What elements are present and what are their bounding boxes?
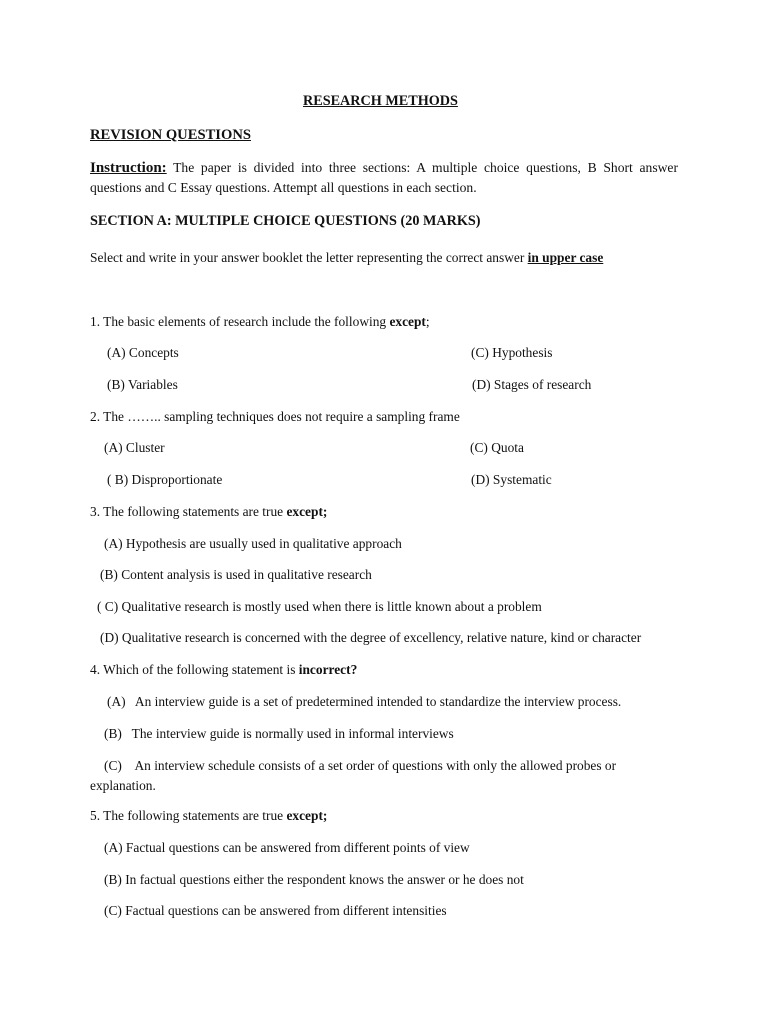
question-1-stem-emphasis: except bbox=[389, 314, 426, 329]
question-1-option-d: (D) Stages of research bbox=[472, 377, 592, 392]
section-a-direction bbox=[90, 249, 603, 266]
question-3-option-a: (A) Hypothesis are usually used in qualitative approach bbox=[104, 536, 402, 551]
question-3-stem bbox=[90, 503, 327, 520]
question-2-option-b: ( B) Disproportionate bbox=[107, 472, 223, 487]
question-5-option-c: (C) Factual questions can be answered from different intensities bbox=[104, 903, 447, 918]
question-1-option-b: (B) Variables bbox=[107, 377, 178, 392]
question-4-stem-emphasis: incorrect? bbox=[298, 662, 358, 677]
question-3-stem-emphasis: except; bbox=[286, 504, 328, 519]
question-1-stem-text: 1. The basic elements of research include the following bbox=[90, 314, 390, 329]
question-2-option-d: (D) Systematic bbox=[471, 472, 552, 487]
revision-heading: REVISION QUESTIONS bbox=[90, 127, 251, 143]
question-5-option-b: (B) In factual questions either the respondent knows the answer or he does not bbox=[104, 872, 524, 887]
instruction-label: Instruction: bbox=[90, 160, 167, 176]
question-5-stem bbox=[90, 807, 327, 824]
page-title: RESEARCH METHODS bbox=[303, 93, 458, 109]
question-3-option-b: (B) Content analysis is used in qualitative research bbox=[100, 567, 372, 582]
question-3-stem-text: 3. The following statements are true bbox=[90, 504, 287, 519]
question-1-stem-end: ; bbox=[425, 314, 430, 329]
direction-emphasis: in upper case bbox=[527, 250, 604, 265]
question-5-option-a: (A) Factual questions can be answered from different points of view bbox=[104, 840, 470, 855]
question-1-option-c: (C) Hypothesis bbox=[471, 345, 553, 360]
question-5-stem-text: 5. The following statements are true bbox=[90, 808, 287, 823]
question-1-option-a: (A) Concepts bbox=[107, 345, 179, 360]
question-2-stem: 2. The …….. sampling techniques does not require a sampling frame bbox=[90, 409, 460, 424]
question-4-option-c: (C) An interview schedule consists of a set order of questions with only the allowed probes or explanation. bbox=[90, 758, 620, 793]
question-4-stem-text: 4. Which of the following statement is bbox=[90, 662, 299, 677]
section-a-heading: SECTION A: MULTIPLE CHOICE QUESTIONS (20 MARKS) bbox=[90, 213, 481, 229]
question-2-option-a: (A) Cluster bbox=[104, 440, 165, 455]
question-4-stem bbox=[90, 661, 357, 678]
question-2-option-c: (C) Quota bbox=[470, 440, 524, 455]
question-3-option-c: ( C) Qualitative research is mostly used when there is little known about a problem bbox=[97, 599, 542, 614]
question-5-stem-emphasis: except; bbox=[286, 808, 328, 823]
question-1-stem bbox=[90, 313, 430, 330]
direction-text: Select and write in your answer booklet the letter representing the correct answer bbox=[90, 250, 528, 265]
question-3-option-d: (D) Qualitative research is concerned with the degree of excellency, relative nature, kind or character bbox=[100, 630, 642, 645]
question-4-option-b: (B) The interview guide is normally used in informal interviews bbox=[104, 726, 454, 741]
question-4-option-a: (A) An interview guide is a set of predetermined intended to standardize the interview process. bbox=[107, 694, 622, 709]
instruction-text: The paper is divided into three sections: A multiple choice questions, B Short answer questions and C Essay questions. Attempt all questions in each section. bbox=[90, 160, 678, 195]
instruction-paragraph bbox=[90, 158, 678, 198]
